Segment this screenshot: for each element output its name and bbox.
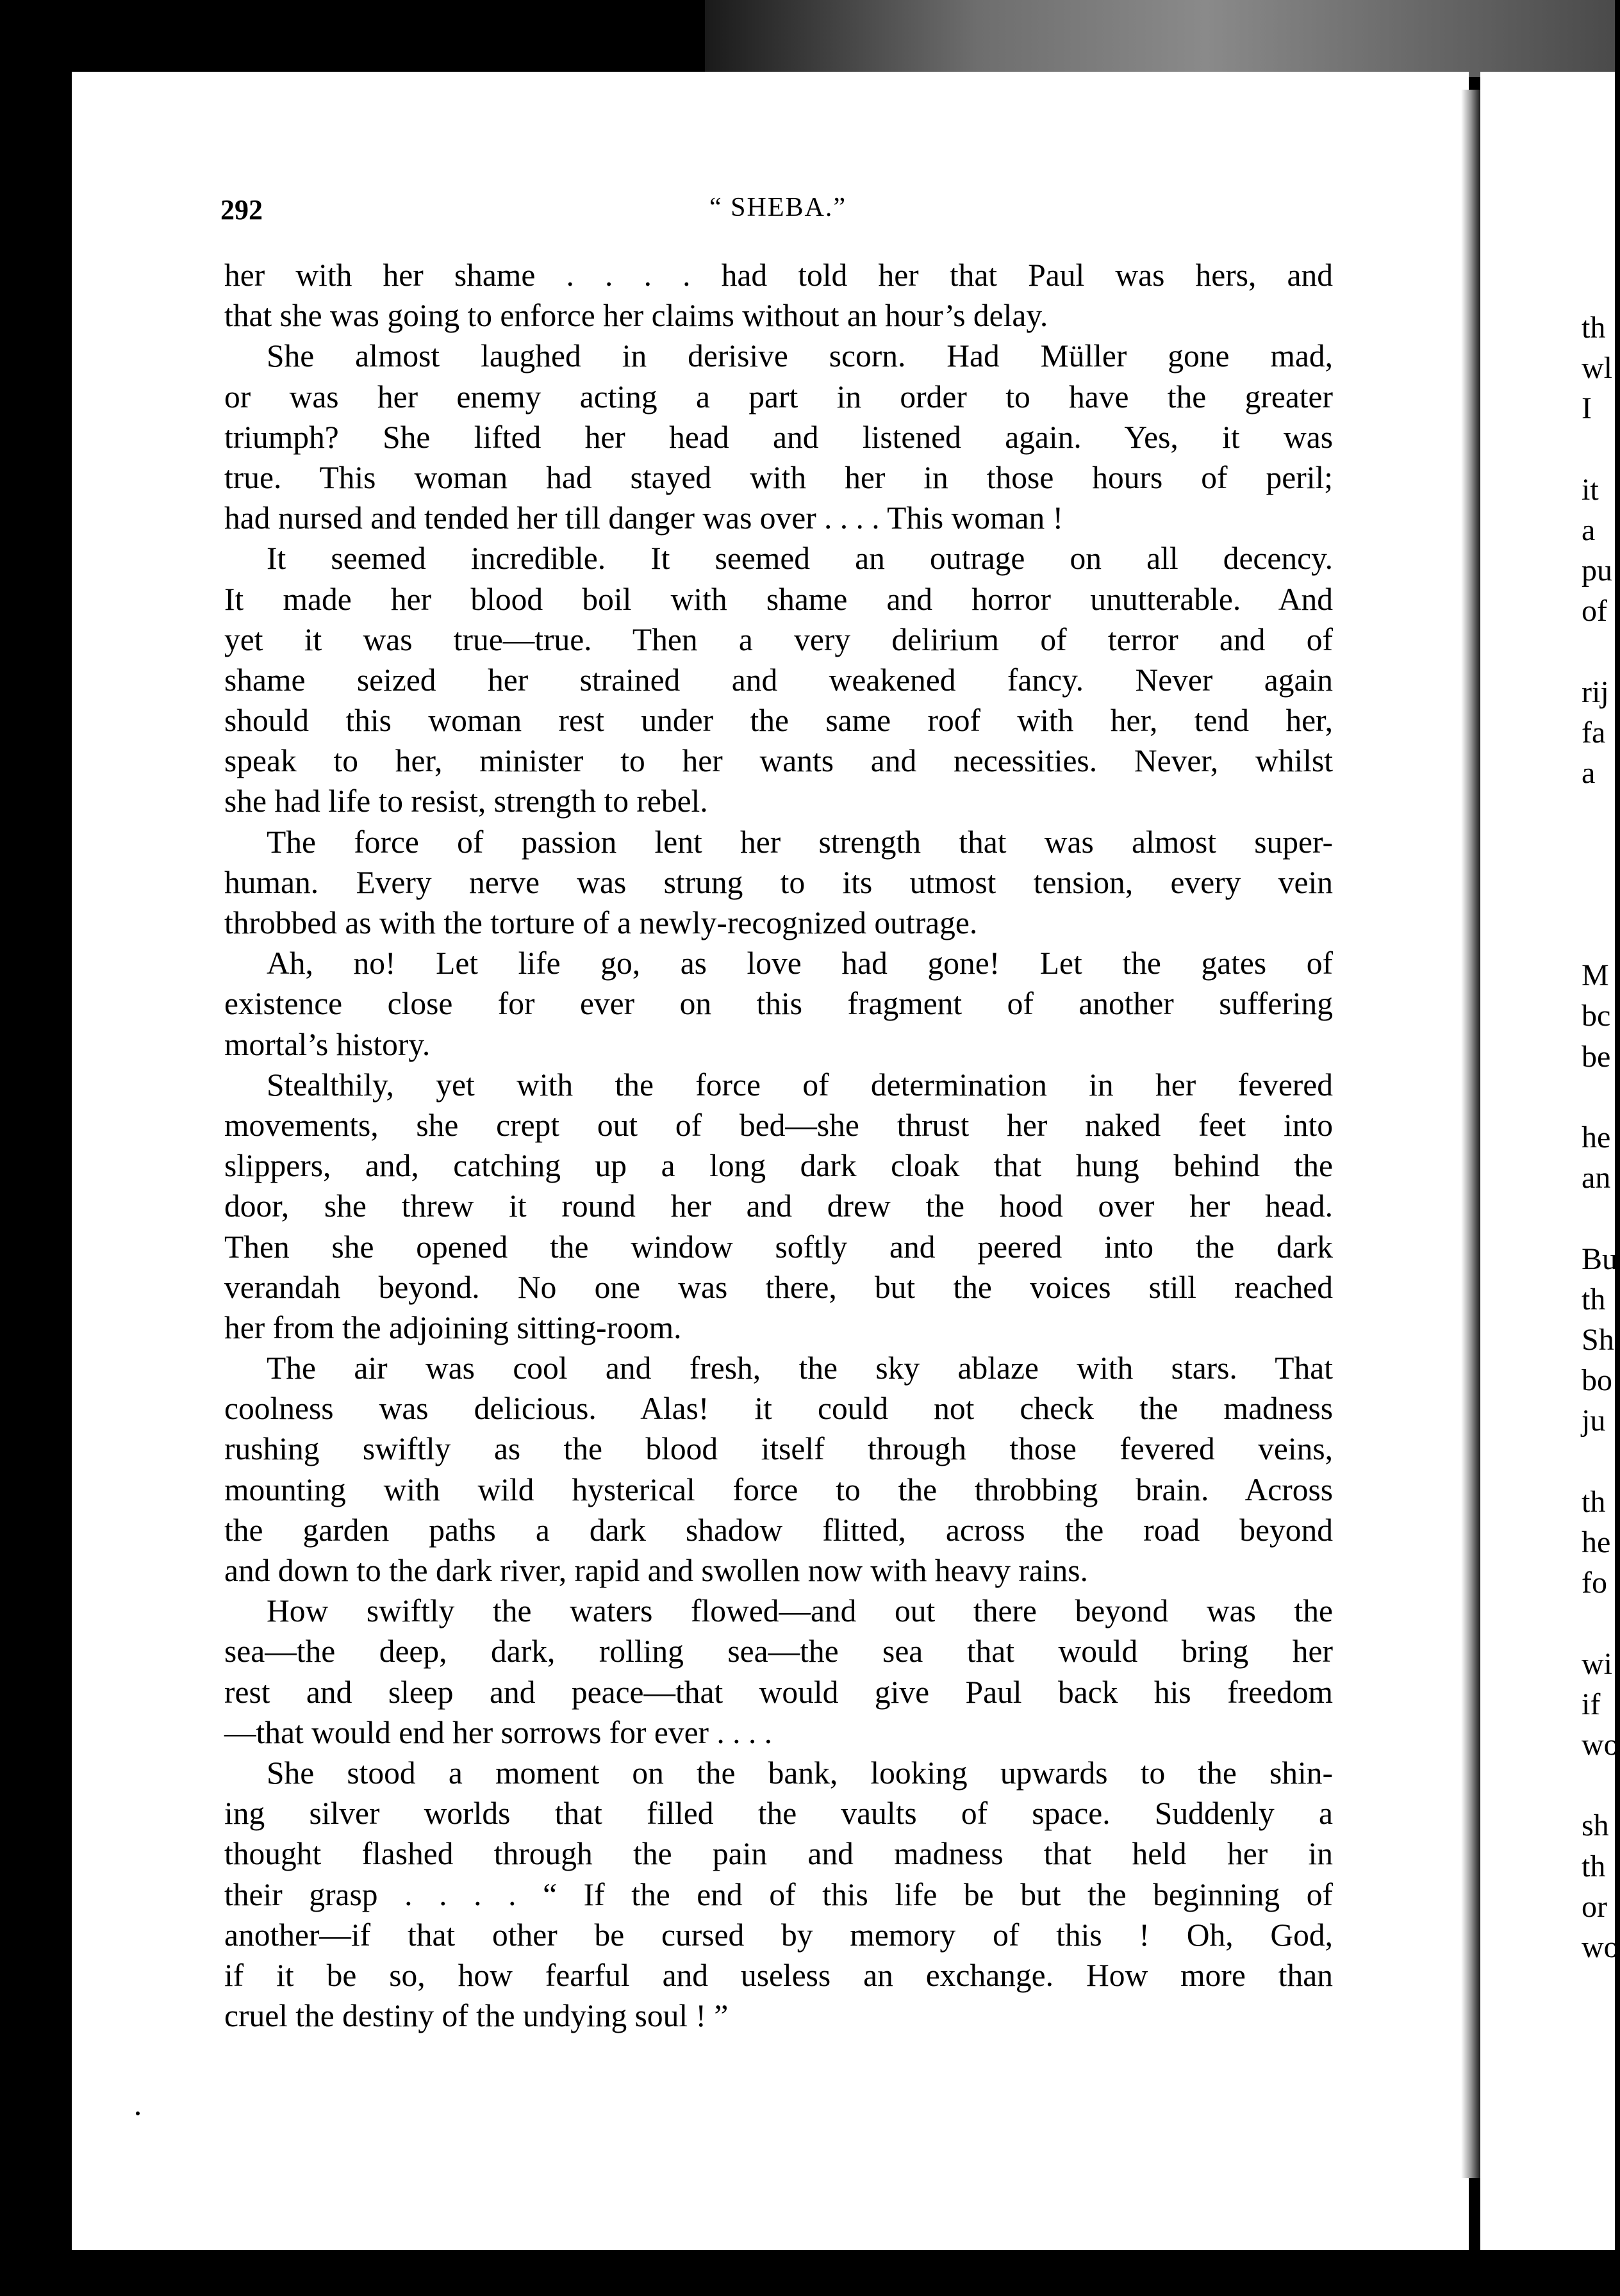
text-line: existence close for ever on this fragment of another suffering	[224, 986, 1333, 1022]
text-line: Ah, no! Let life go, as love had gone! Let the gates of	[267, 946, 1333, 981]
page-number: 292	[220, 194, 263, 226]
text-line: mortal’s history.	[224, 1026, 431, 1062]
facing-page-fragment: or	[1582, 1889, 1607, 1924]
facing-page-fragment: fo	[1582, 1566, 1607, 1600]
facing-page-fragment: bo	[1582, 1363, 1612, 1398]
text-line: She almost laughed in derisive scorn. Had Müller gone mad,	[267, 338, 1333, 374]
page-spine-shadow	[1461, 90, 1480, 2178]
text-line: and down to the dark river, rapid and swollen now with heavy rains.	[224, 1553, 1088, 1588]
facing-page-fragment: th	[1582, 1282, 1606, 1316]
paragraph	[224, 1065, 1333, 1348]
facing-page-fragment: ju	[1582, 1404, 1606, 1438]
facing-page-fragment: th	[1582, 1484, 1606, 1519]
facing-page-fragment: it	[1582, 472, 1599, 507]
facing-page-fragment: wl	[1582, 351, 1612, 386]
text-line: another—if that other be cursed by memory of this ! Oh, God,	[224, 1917, 1333, 1953]
facing-page-fragment: M	[1582, 958, 1609, 993]
running-title: “ SHEBA.”	[709, 193, 847, 222]
text-line: How swiftly the waters flowed—and out there beyond was the	[267, 1593, 1333, 1629]
text-line: door, she threw it round her and drew the hood over her head.	[224, 1188, 1333, 1224]
scan-speck	[26, 1877, 33, 1886]
text-line: her from the adjoining sitting-room.	[224, 1309, 682, 1345]
paragraph	[224, 538, 1333, 821]
facing-page-fragment: wo	[1582, 1728, 1619, 1762]
body-text	[224, 255, 1333, 2036]
text-line: slippers, and, catching up a long dark cloak that hung behind the	[224, 1148, 1333, 1184]
facing-page-fragment: th	[1582, 311, 1606, 345]
text-line: the garden paths a dark shadow flitted, across the road beyond	[224, 1512, 1333, 1548]
text-line: rest and sleep and peace—that would give Paul back his freedom	[224, 1674, 1333, 1710]
text-line: It made her blood boil with shame and horror unutterable. And	[224, 581, 1333, 617]
text-line: She stood a moment on the bank, looking upwards to the shin-	[267, 1755, 1333, 1791]
facing-page-fragment: wo	[1582, 1930, 1619, 1964]
text-line: movements, she crept out of bed—she thrust her naked feet into	[224, 1107, 1333, 1143]
text-line: their grasp . . . . “ If the end of this life be but the beginning of	[224, 1876, 1333, 1912]
text-line: The force of passion lent her strength that was almost super-	[267, 824, 1333, 860]
paragraph	[224, 822, 1333, 944]
paragraph	[224, 943, 1333, 1065]
text-line: It seemed incredible. It seemed an outrage on all decency.	[267, 541, 1333, 577]
text-line: sea—the deep, dark, rolling sea—the sea that would bring her	[224, 1634, 1333, 1669]
facing-page-fragment: th	[1582, 1849, 1606, 1883]
scan-speck	[10, 474, 17, 483]
scan-speck	[136, 2112, 140, 2115]
text-line: ing silver worlds that filled the vaults of space. Suddenly a	[224, 1796, 1333, 1832]
facing-page-fragment: fa	[1582, 716, 1606, 750]
text-line: —that would end her sorrows for ever . . . .	[224, 1714, 773, 1750]
facing-page-fragment: Sh	[1582, 1323, 1614, 1357]
paragraph	[224, 1591, 1333, 1753]
scan-speck	[664, 47, 670, 54]
text-line: or was her enemy acting a part in order to have the greater	[224, 379, 1333, 414]
facing-page-fragment: be	[1582, 1039, 1611, 1074]
text-line: human. Every nerve was strung to its utmost tension, every vein	[224, 864, 1333, 900]
text-line: cruel the destiny of the undying soul ! ”	[224, 1998, 729, 2034]
facing-page-fragment: bc	[1582, 999, 1611, 1033]
text-line: verandah beyond. No one was there, but the voices still reached	[224, 1269, 1333, 1305]
facing-page-fragment: of	[1582, 594, 1607, 628]
paragraph	[224, 255, 1333, 336]
text-line: Stealthily, yet with the force of determination in her fevered	[267, 1067, 1333, 1103]
facing-page-fragment: I	[1582, 391, 1592, 426]
facing-page-fragment: sh	[1582, 1808, 1609, 1843]
text-line: if it be so, how fearful and useless an exchange. How more than	[224, 1957, 1333, 1993]
text-line: rushing swiftly as the blood itself through those fevered veins,	[224, 1431, 1333, 1467]
text-line: she had life to resist, strength to rebel.	[224, 783, 708, 819]
running-head	[220, 187, 1335, 238]
text-line: should this woman rest under the same roof with her, tend her,	[224, 703, 1333, 739]
text-line: coolness was delicious. Alas! it could not check the madness	[224, 1391, 1333, 1427]
facing-page-fragment: a	[1582, 756, 1596, 791]
facing-page-fragment: he	[1582, 1120, 1611, 1154]
text-line: shame seized her strained and weakened fancy. Never again	[224, 662, 1333, 698]
facing-page-fragment: if	[1582, 1687, 1601, 1721]
text-line: her with her shame . . . . had told her that Paul was hers, and	[224, 258, 1333, 293]
paragraph	[224, 1753, 1333, 2036]
text-line: yet it was true—true. Then a very delirium of terror and of	[224, 621, 1333, 657]
text-line: had nursed and tended her till danger was over . . . . This woman !	[224, 500, 1064, 536]
facing-page-fragment: Bu	[1582, 1242, 1618, 1276]
facing-page-fragment: pu	[1582, 554, 1612, 588]
text-line: true. This woman had stayed with her in those hours of peril;	[224, 459, 1333, 495]
facing-page-fragment: rij	[1582, 675, 1609, 709]
facing-page-fragment: he	[1582, 1525, 1611, 1559]
scan-top-shadow	[705, 0, 1615, 77]
text-line: The air was cool and fresh, the sky ablaze with stars. That	[267, 1350, 1333, 1386]
text-line: Then she opened the window softly and peered into the dark	[224, 1229, 1333, 1265]
text-line: speak to her, minister to her wants and necessities. Never, whilst	[224, 743, 1333, 779]
text-line: throbbed as with the torture of a newly-recognized outrage.	[224, 905, 978, 940]
facing-page-fragment: wi	[1582, 1646, 1612, 1681]
paragraph	[224, 1348, 1333, 1591]
facing-page-fragment: a	[1582, 513, 1596, 547]
paragraph	[224, 336, 1333, 538]
text-line: that she was going to enforce her claims without an hour’s delay.	[224, 298, 1048, 334]
text-line: triumph? She lifted her head and listened again. Yes, it was	[224, 419, 1333, 455]
text-line: mounting with wild hysterical force to the throbbing brain. Across	[224, 1472, 1333, 1507]
text-line: thought flashed through the pain and madness that held her in	[224, 1836, 1333, 1872]
facing-page-fragment: an	[1582, 1161, 1611, 1195]
